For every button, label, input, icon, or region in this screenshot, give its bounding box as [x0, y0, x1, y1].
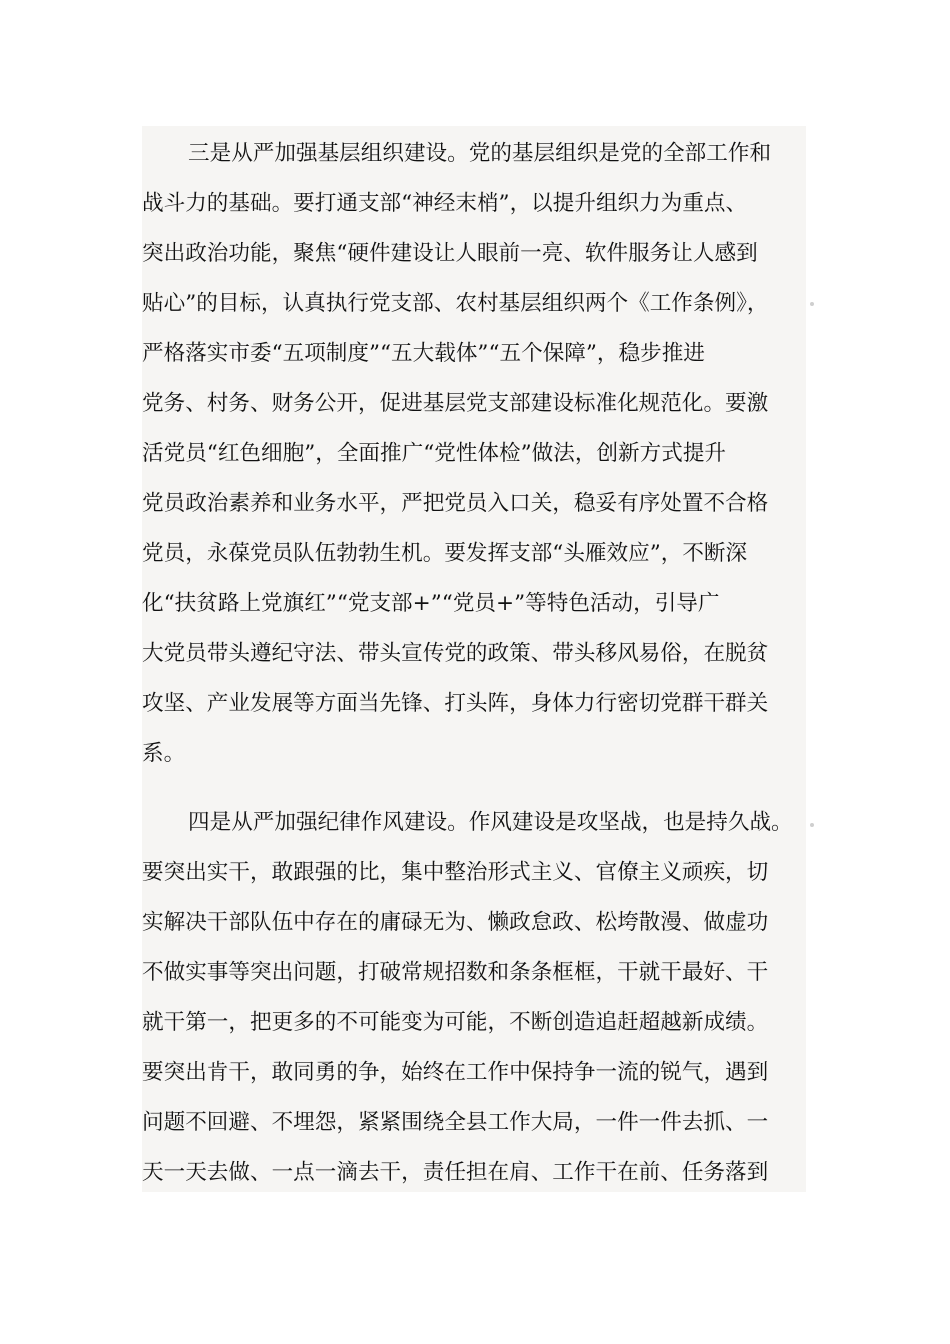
- paragraph-1-line: 贴心”的目标，认真执行党支部、农村基层组织两个《工作条例》，: [142, 291, 769, 316]
- paragraph-1-line: 化“扶贫路上党旗红”“党支部+”“党员+”等特色活动，引导广: [142, 591, 720, 616]
- paragraph-2-line: 不做实事等突出问题，打破常规招数和条条框框，干就干最好、干: [142, 960, 769, 985]
- paragraph-2-line: 就干第一，把更多的不可能变为可能，不断创造追赶超越新成绩。: [142, 1010, 769, 1035]
- paragraph-2-line: 问题不回避、不埋怨，紧紧围绕全县工作大局，一件一件去抓、一: [142, 1110, 769, 1135]
- margin-speck: [810, 823, 814, 827]
- margin-speck: [810, 302, 814, 306]
- paragraph-1-line: 战斗力的基础。要打通支部“神经末梢”，以提升组织力为重点、: [142, 191, 748, 216]
- paragraph-2-line: 天一天去做、一点一滴去干，责任担在肩、工作干在前、任务落到: [142, 1160, 769, 1185]
- paragraph-1-line: 活党员“红色细胞”，全面推广“党性体检”做法，创新方式提升: [142, 441, 727, 466]
- paragraph-2-line: 实解决干部队伍中存在的庸碌无为、懒政怠政、松垮散漫、做虚功: [142, 910, 769, 935]
- paragraph-1-line: 系。: [142, 741, 186, 766]
- paragraph-1-line: 党务、村务、财务公开，促进基层党支部建设标准化规范化。要激: [142, 391, 769, 416]
- paragraph-2-line: 要突出肯干，敢同勇的争，始终在工作中保持争一流的锐气，遇到: [142, 1060, 769, 1085]
- paragraph-1-line: 三是从严加强基层组织建设。党的基层组织是党的全部工作和: [188, 141, 772, 166]
- paragraph-1-line: 党员政治素养和业务水平，严把党员入口关，稳妥有序处置不合格: [142, 491, 769, 516]
- paragraph-1-line: 攻坚、产业发展等方面当先锋、打头阵，身体力行密切党群干群关: [142, 691, 769, 716]
- paragraph-1-line: 突出政治功能，聚焦“硬件建设让人眼前一亮、软件服务让人感到: [142, 241, 758, 266]
- paragraph-1-line: 严格落实市委“五项制度”“五大载体”“五个保障”，稳步推进: [142, 341, 705, 366]
- paragraph-2-line: 四是从严加强纪律作风建设。作风建设是攻坚战，也是持久战。: [188, 810, 793, 835]
- text-block: [142, 126, 806, 1192]
- paragraph-1-line: 党员，永葆党员队伍勃勃生机。要发挥支部“头雁效应”，不断深: [142, 541, 748, 566]
- paragraph-1-line: 大党员带头遵纪守法、带头宣传党的政策、带头移风易俗，在脱贫: [142, 641, 769, 666]
- paragraph-2-line: 要突出实干，敢跟强的比，集中整治形式主义、官僚主义顽疾，切: [142, 860, 769, 885]
